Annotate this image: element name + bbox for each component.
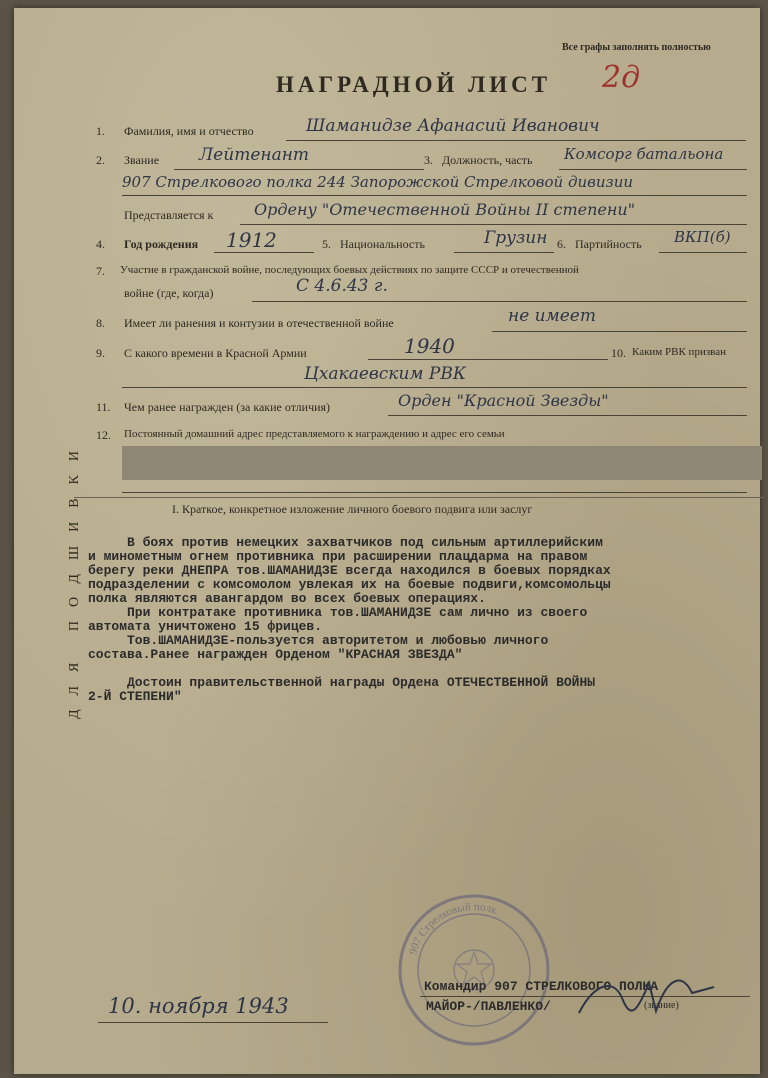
citation-line: Тов.ШАМАНИДЗЕ-пользуется авторитетом и любовью личного	[88, 633, 549, 648]
field-5-number: 5.	[322, 237, 331, 251]
citation-line: Достоин правительственной награды Ордена ОТЕЧЕСТВЕННОЙ ВОЙНЫ	[88, 675, 596, 690]
represented-value: Ордену "Отечественной Войны II степени"	[254, 200, 636, 219]
represented-label: Представляется к	[124, 208, 214, 222]
citation-line	[88, 662, 611, 676]
field-11-label: Чем ранее награжден (за какие отличия)	[124, 400, 331, 414]
redacted-address	[122, 446, 762, 480]
field-8-label: Имеет ли ранения и контузии в отечественной войне	[124, 316, 394, 330]
field-2-value: Лейтенант	[199, 145, 310, 165]
commander-name: МАЙОР-/ПАВЛЕНКО/	[426, 999, 551, 1014]
field-1-label: Фамилия, имя и отчество	[124, 124, 254, 138]
citation-line: В боях против немецких захватчиков под сильным артиллерийским	[88, 535, 603, 550]
field-1-number: 1.	[96, 124, 105, 138]
citation-line: и минометным огнем противника при расширении плацдарма на правом	[88, 549, 588, 564]
field-11-value: Орден "Красной Звезды"	[398, 391, 609, 410]
award-sheet	[14, 8, 760, 1074]
field-6-value: ВКП(б)	[674, 228, 731, 246]
commander-signature	[574, 963, 724, 1023]
fill-all-note: Все графы заполнять полностью	[562, 42, 711, 53]
field-12-number: 12.	[96, 428, 111, 442]
citation-line: берегу реки ДНЕПРА тов.ШАМАНИДЗЕ всегда находился в боевых порядках	[88, 563, 611, 578]
field-6-label: Партийность	[575, 237, 642, 251]
citation-line: При контратаке противника тов.ШАМАНИДЗЕ сам лично из своего	[88, 605, 588, 620]
commander-line: Командир 907 СТРЕЛКОВОГО ПОЛКА	[424, 979, 659, 994]
field-3-label: Должность, часть	[442, 153, 533, 167]
field-7-label: Участие в гражданской войне, последующих боевых действиях по защите СССР и отечественной	[120, 264, 579, 276]
field-4-number: 4.	[96, 237, 105, 251]
citation-line: полка являются авангардом во всех боевых операциях.	[88, 591, 486, 606]
field-10-value: Цхакаевским РВК	[304, 364, 466, 384]
unit-value: 907 Стрелкового полка 244 Запорожской Стрелковой дивизии	[122, 173, 634, 191]
field-10-number: 10.	[611, 346, 626, 360]
regiment-stamp	[394, 890, 554, 1050]
field-7-number: 7.	[96, 264, 105, 278]
stamp-text: 907 Стрелковый полк	[407, 900, 499, 957]
field-12-label: Постоянный домашний адрес представляемого к награждению и адрес его семьи	[124, 428, 505, 440]
citation-line: автомата уничтожено 15 фрицев.	[88, 619, 323, 634]
field-1-value: Шаманидзе Афанасий Иванович	[306, 116, 600, 136]
page-title: НАГРАДНОЙ ЛИСТ	[276, 72, 552, 97]
field-9-value: 1940	[404, 334, 455, 358]
red-corner-mark: 2д	[602, 60, 641, 95]
field-7-value: С 4.6.43 г.	[296, 276, 388, 296]
binding-margin-label: ДЛЯ ПОДШИВКИ	[67, 437, 83, 719]
citation-line: 2-Й СТЕПЕНИ"	[88, 689, 182, 704]
citation-line: состава.Ранее награжден Орденом "КРАСНАЯ ЗВЕЗДА"	[88, 647, 463, 662]
field-9-label: С какого времени в Красной Армии	[124, 346, 307, 360]
section-heading: I. Краткое, конкретное изложение личного боевого подвига или заслуг	[172, 502, 533, 516]
field-3-value: Комсорг батальона	[564, 145, 724, 163]
field-11-number: 11.	[96, 400, 111, 414]
rank-caption: (звание)	[644, 1000, 679, 1011]
citation-body	[88, 536, 611, 704]
field-2-label: Звание	[124, 153, 160, 167]
field-8-number: 8.	[96, 316, 105, 330]
date-written: 10. ноября 1943	[108, 994, 289, 1018]
field-4-value: 1912	[226, 228, 277, 252]
field-8-value: не имеет	[508, 306, 596, 326]
field-2-number: 2.	[96, 153, 105, 167]
citation-line: подразделении с комсомолом увлекая их на боевые подвиги,комсомольцы	[88, 577, 611, 592]
field-3-number: 3.	[424, 153, 433, 167]
field-9-number: 9.	[96, 346, 105, 360]
field-5-value: Грузин	[484, 228, 548, 248]
field-7-label-cont: войне (где, когда)	[124, 286, 214, 300]
field-5-label: Национальность	[340, 237, 425, 251]
svg-text:907 Стрелковый полк	[407, 901, 499, 956]
field-4-label: Год рождения	[124, 237, 199, 251]
field-10-label: Каким РВК призван	[632, 346, 726, 358]
field-6-number: 6.	[557, 237, 566, 251]
